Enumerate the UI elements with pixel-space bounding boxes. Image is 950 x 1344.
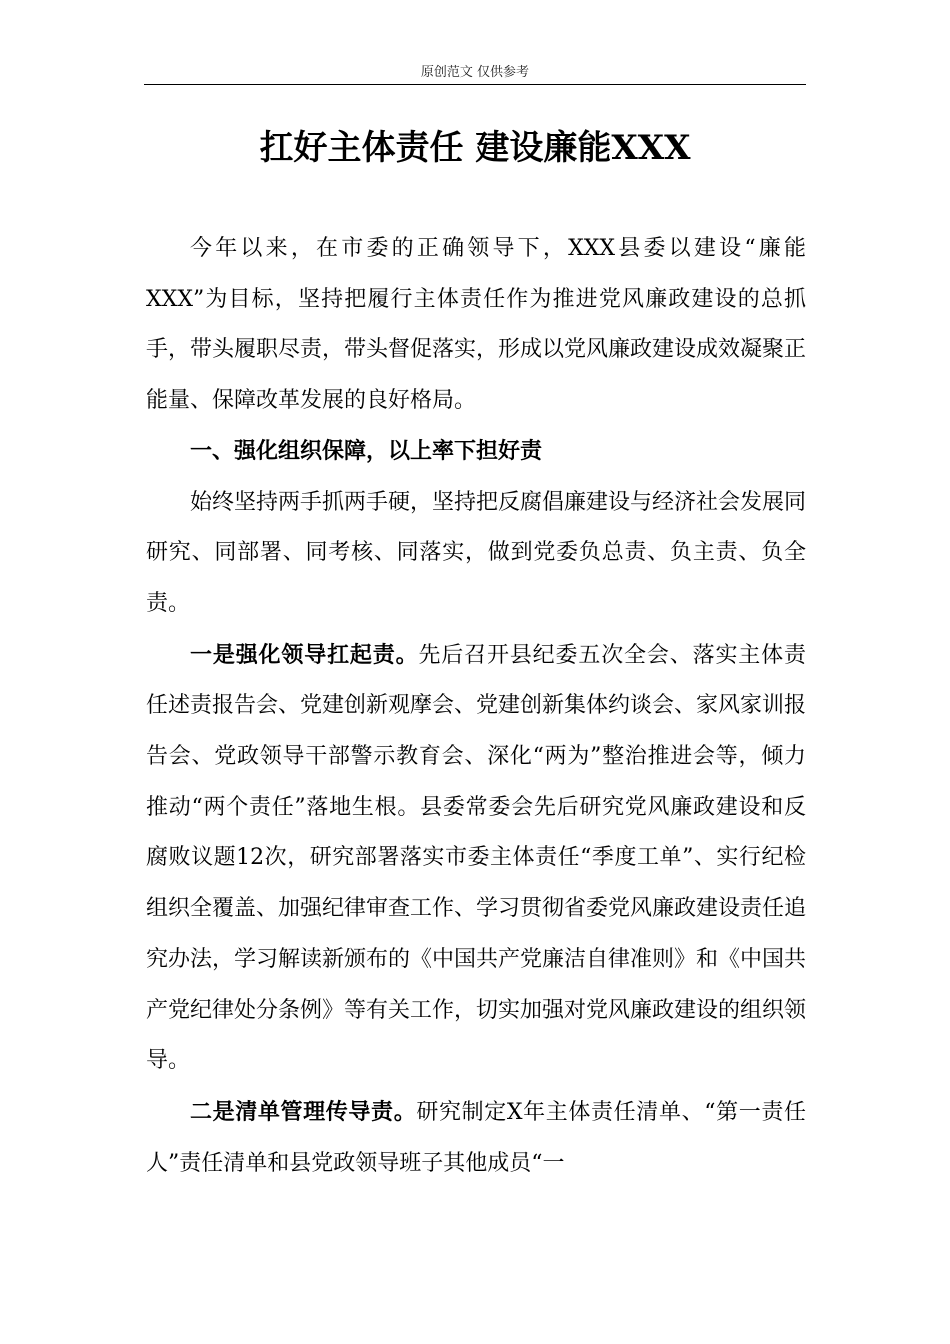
paragraph-intro: 今年以来，在市委的正确领导下，XXX县委以建设“廉能XXX”为目标，坚持把履行主体责任作为推进党风廉政建设的总抓手，带头履职尽责，带头督促落实，形成以党风廉政建设成效凝聚正能量、保障改革发展的良好格局。: [146, 236, 807, 414]
point-2-lead: 二是清单管理传导责。: [190, 1098, 417, 1125]
header-divider: [144, 84, 806, 85]
point-2-text: 研究制定X年主体责任清单、“第一责任人”责任清单和县党政领导班子其他成员“一: [146, 1099, 806, 1176]
paragraph-point-2: [146, 1087, 806, 1189]
paragraph-section-intro: 始终坚持两手抓两手硬，坚持把反腐倡廉建设与经济社会发展同研究、同部署、同考核、同落实，做到党委负总责、负主责、负全责。: [146, 489, 807, 616]
point-1-text: 先后召开县纪委五次全会、落实主体责任述责报告会、党建创新观摩会、党建创新集体约谈会、家风家训报告会、党政领导干部警示教育会、深化“两为”整治推进会等，倾力推动“两个责任”落地生根。县委常委会先后研究党风廉政建设和反腐败议题12次，研究部署落实市委主体责任“季度工单”、实行纪检组织全覆盖、加强纪律审查工作、学习贯彻省委党风廉政建设责任追究办法，学习解读新颁布的《中国共产党廉洁自律准则》和《中国共产党纪律处分条例》等有关工作，切实加强对党风廉政建设的组织领导。: [146, 642, 807, 1074]
section-heading: 一、强化组织保障，以上率下担好责: [190, 438, 543, 464]
page-header: 原创范文 仅供参考: [420, 65, 530, 80]
paragraph-point-1: [146, 630, 806, 1087]
document-body: [146, 224, 806, 1189]
point-1-lead: 一是强化领导扛起责。: [190, 641, 419, 668]
document-title: 扛好主体责任 建设廉能XXX: [259, 128, 691, 168]
